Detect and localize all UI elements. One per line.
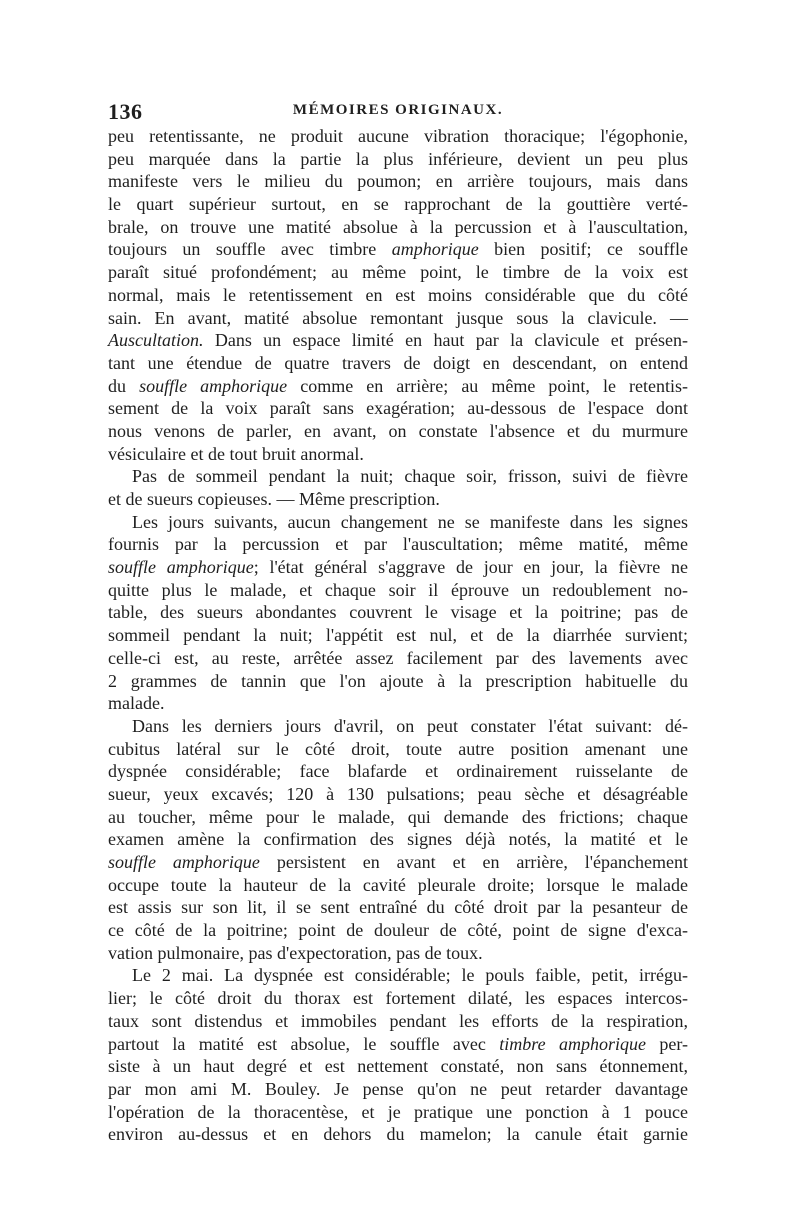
running-title: MÉMOIRES ORIGINAUX. (292, 102, 504, 118)
text-run: ; l'état général s'aggrave de jour en jour, la fièvre ne (253, 557, 688, 578)
text-line (108, 533, 688, 556)
italic-term: Auscultation. (108, 330, 204, 351)
text-run: taux sont distendus et immobiles pendant les efforts de la respiration, (108, 1010, 688, 1031)
text-line (108, 579, 688, 602)
text-line (108, 488, 688, 511)
text-run: est assis sur son lit, il se sent entraîné du côté droit par la pesanteur de (108, 897, 688, 918)
text-run: sueur, yeux excavés; 120 à 130 pulsations; peau sèche et désagréable (108, 783, 688, 804)
text-line (108, 352, 688, 375)
text-line (108, 1101, 688, 1124)
text-run: per- (645, 1033, 688, 1054)
text-line (108, 715, 688, 738)
text-run: Pas de sommeil pendant la nuit; chaque soir, frisson, suivi de fièvre (132, 466, 688, 487)
text-run: table, des sueurs abondantes couvrent le visage et la poitrine; pas de (108, 602, 688, 623)
body-text (108, 125, 688, 1146)
text-line (108, 125, 688, 148)
text-line (108, 465, 688, 488)
text-run: le quart supérieur surtout, en se rapprochant de la gouttière verté- (108, 194, 688, 215)
text-line (108, 692, 688, 715)
text-run: persistent en avant et en arrière, l'épanchement (259, 852, 688, 872)
text-run: normal, mais le retentissement en est moins considérable que du côté (108, 284, 688, 305)
italic-term: souffle amphorique (108, 557, 254, 578)
text-run: malade. (108, 693, 165, 714)
text-line (108, 874, 688, 897)
text-line (108, 670, 688, 693)
text-line (108, 987, 688, 1010)
text-line (108, 329, 688, 352)
text-line (108, 806, 688, 829)
text-run: Dans un espace limité en haut par la clavicule et présen- (203, 330, 688, 351)
text-run: lier; le côté droit du thorax est fortement dilaté, les espaces intercos- (108, 988, 688, 1009)
text-run: manifeste vers le milieu du poumon; en arrière toujours, mais dans (108, 171, 688, 192)
text-line (108, 919, 688, 942)
text-line (108, 760, 688, 783)
text-line (108, 851, 688, 874)
text-run: Dans les derniers jours d'avril, on peut constater l'état suivant: dé- (132, 715, 688, 736)
text-run: nous venons de parler, en avant, on constate l'absence et du murmure (108, 420, 688, 441)
text-line (108, 307, 688, 330)
text-line (108, 443, 688, 466)
italic-term: souffle amphorique (139, 375, 288, 396)
text-line (108, 216, 688, 239)
text-run: 2 grammes de tannin que l'on ajoute à la prescription habituelle du (108, 670, 688, 691)
text-run: et de sueurs copieuses. — Même prescription. (108, 489, 440, 509)
text-run: partout la matité est absolue, le souffle avec (108, 1033, 500, 1054)
text-run: toujours un souffle avec timbre (108, 239, 392, 260)
text-line (108, 1078, 688, 1101)
text-line (108, 738, 688, 761)
italic-term: timbre amphorique (499, 1033, 646, 1054)
text-line (108, 420, 688, 443)
text-run: vésiculaire et de tout bruit anormal. (108, 443, 364, 464)
text-line (108, 601, 688, 624)
italic-term: amphorique (391, 239, 479, 260)
text-line (108, 238, 688, 261)
text-run: du (108, 375, 140, 396)
text-run: bien positif; ce souffle (478, 239, 688, 260)
text-line (108, 1055, 688, 1078)
text-run: sain. En avant, matité absolue remontant jusque sous la clavicule. — (108, 307, 688, 328)
text-run: vation pulmonaire, pas d'expectoration, pas de toux. (108, 942, 483, 963)
text-run: ce côté de la poitrine; point de douleur de côté, point de signe d'exca- (108, 920, 688, 941)
text-run: examen amène la confirmation des signes déjà notés, la matité et le (108, 829, 688, 850)
text-line (108, 170, 688, 193)
text-run: peu retentissante, ne produit aucune vibration thoracique; l'égophonie, (108, 126, 688, 146)
text-line (108, 1010, 688, 1033)
page-number: 136 (108, 99, 143, 124)
text-line (108, 375, 688, 398)
text-run: fournis par la percussion et par l'auscultation; même matité, même (108, 534, 688, 555)
text-run: au toucher, même pour le malade, qui demande des frictions; chaque (108, 806, 688, 827)
text-run: brale, on trouve une matité absolue à la percussion et à l'auscultation, (108, 216, 688, 237)
text-run: paraît situé profondément; au même point, le timbre de la voix est (108, 262, 688, 283)
text-line (108, 284, 688, 307)
text-run: sommeil pendant la nuit; l'appétit est nul, et de la diarrhée survient; (108, 625, 688, 646)
italic-term: souffle amphorique (108, 852, 260, 872)
text-line (108, 896, 688, 919)
text-line (108, 964, 688, 987)
text-run: dyspnée considérable; face blafarde et ordinairement ruisselante de (108, 761, 688, 782)
text-run: l'opération de la thoracentèse, et je pratique une ponction à 1 pouce (108, 1101, 688, 1122)
text-line (108, 624, 688, 647)
text-run: occupe toute la hauteur de la cavité pleurale droite; lorsque le malade (108, 874, 688, 895)
text-run: par mon ami M. Bouley. Je pense qu'on ne peut retarder davantage (108, 1078, 688, 1099)
text-run: peu marquée dans la partie la plus inférieure, devient un peu plus (108, 148, 688, 169)
text-line (108, 261, 688, 284)
text-line (108, 828, 688, 851)
text-run: siste à un haut degré et est nettement constaté, non sans étonnement, (108, 1056, 688, 1077)
text-line (108, 148, 688, 171)
text-line (108, 556, 688, 579)
text-run: Le 2 mai. La dyspnée est considérable; le pouls faible, petit, irrégu- (132, 965, 688, 986)
text-run: tant une étendue de quatre travers de doigt en descendant, on entend (108, 352, 688, 373)
text-line (108, 647, 688, 670)
text-line (108, 942, 688, 965)
text-line (108, 1123, 688, 1146)
text-run: Les jours suivants, aucun changement ne se manifeste dans les signes (132, 511, 688, 532)
text-line (108, 193, 688, 216)
text-run: quitte plus le malade, et chaque soir il éprouve un redoublement no- (108, 579, 688, 600)
text-line (108, 1033, 688, 1056)
text-line (108, 511, 688, 534)
text-line (108, 783, 688, 806)
text-run: comme en arrière; au même point, le retentis- (287, 375, 689, 396)
text-run: environ au-dessus et en dehors du mamelon; la canule était garnie (108, 1124, 688, 1145)
text-run: cubitus latéral sur le côté droit, toute autre position amenant une (108, 738, 688, 759)
text-line (108, 397, 688, 420)
text-run: celle-ci est, au reste, arrêtée assez facilement par des lavements avec (108, 647, 688, 668)
text-run: sement de la voix paraît sans exagération; au-dessous de l'espace dont (108, 398, 688, 419)
